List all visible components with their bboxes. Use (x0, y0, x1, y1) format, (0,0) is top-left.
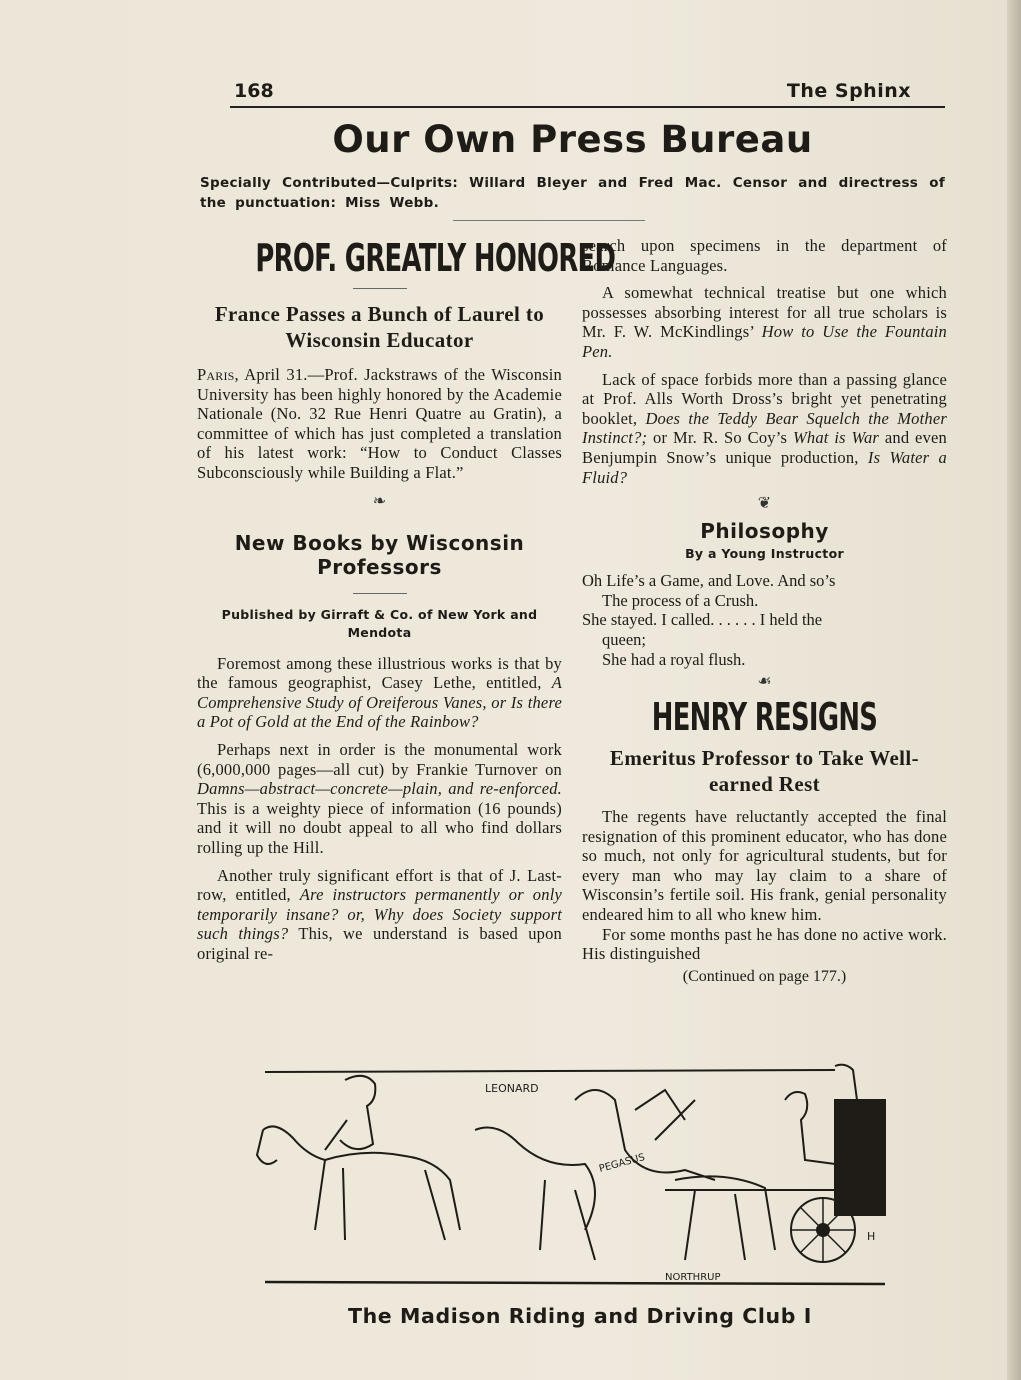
divider-rule (353, 593, 407, 594)
cartoon-label-leonard: LEONARD (485, 1082, 539, 1095)
article-body-henry-p2: For some months past he has done no active work. His distinguished (582, 924, 947, 964)
poem-line: She stayed. I called. . . . . . I held the (582, 610, 823, 630)
article-text: Foremost among these illustrious works is that by the famous geographist, Casey Lethe, entitled, (197, 653, 562, 693)
divider-rule (453, 220, 645, 221)
ornament-icon: ❦ (757, 495, 772, 513)
poem (582, 571, 947, 669)
article-body-books-cont-p2 (582, 283, 947, 361)
article-body-books-p3 (197, 866, 562, 964)
article-headline-henry: HENRY RESIGNS (651, 695, 878, 740)
book-title: How to Use the Fountain Pen. (582, 322, 947, 361)
article-text: Lack of space forbids more than a passing glance at Prof. Alls Worth Dross’s bright yet penetrating booklet, (582, 369, 947, 428)
book-title: A Comprehensive Study of Oreiferous Vanes, or Is there a Pot of Gold at the End of the Rainbow? (197, 673, 562, 732)
page-spine-shadow (1007, 0, 1021, 1380)
horse-left (257, 1126, 460, 1240)
article-headline-philosophy: Philosophy (700, 519, 829, 544)
divider-rule (353, 288, 407, 289)
right-column (582, 236, 947, 986)
article-headline-prof: PROF. GREATLY HONORED (255, 236, 616, 280)
horse-right (675, 1176, 775, 1260)
article-subhead-publisher: Published by Girraft & Co. of New York and Mendota (221, 606, 538, 640)
poem-line: Oh Life’s a Game, and Love. And so’s (582, 571, 836, 591)
article-body-prof (197, 365, 562, 483)
pegasus (575, 1090, 715, 1180)
cartoon-caption: The Madison Riding and Driving Club I (348, 1304, 812, 1328)
cartoon-illustration (245, 1060, 895, 1290)
cartoon-label-pegasus: PEGASUS (597, 1152, 647, 1175)
article-text: and even Benjumpin Snow’s unique production, (582, 428, 947, 467)
article-byline-philosophy: By a Young Instructor (685, 546, 844, 562)
book-title: What is War (792, 428, 880, 448)
driver (785, 1092, 835, 1164)
article-body-books-p1 (197, 654, 562, 732)
ornament-icon: ❧ (372, 492, 387, 510)
article-text: This, we understand is based upon original re- (197, 924, 563, 963)
cartoon-top-line (265, 1070, 835, 1072)
running-header (230, 78, 945, 108)
poem-line: queen; (602, 629, 646, 649)
ornament-icon: ☙ (757, 673, 772, 691)
article-text: April 31.—Prof. Jackstraws of the Wisconsin University has been highly honored by the Academie Nationale (No. 32 Rue Henri Quatre au Gratin), a committee of which has just completed a translation of his latest work: “How to Conduct Classes Subconsciously while Building a Flat.” (197, 365, 562, 482)
article-subhead-emeritus: Emeritus Professor to Take Well-earned Rest (609, 746, 920, 797)
article-body-henry-p1: The regents have reluctantly accepted the final resignation of this prominent educator, who has done so much, not only for agricultural students, but for every man who may lay claim to a share of Wisconsin’s fertile soil. His frank, genial personality endeared him to all who knew him. (582, 807, 947, 925)
page-number: 168 (234, 80, 274, 102)
book-title: Damns—abstract—concrete—plain, and re-enforced. (197, 779, 562, 799)
horse-middle (475, 1128, 595, 1260)
article-text: Another truly significant effort is that of J. Last-row, entitled, (197, 865, 562, 905)
cartoon-label-northrup: NORTHRUP (665, 1272, 721, 1283)
article-text: or Mr. R. So Coy’s (647, 428, 793, 448)
left-column (197, 236, 616, 963)
rider-left (325, 1076, 375, 1150)
cart-body (835, 1100, 885, 1215)
article-body-books-cont-p3 (582, 370, 947, 488)
credits-line: Specially Contributed—Culprits: Willard Bleyer and Fred Mac. Censor and directress of the punctuation: Miss Webb. (200, 175, 945, 211)
book-title: Are instructors permanently or only temporarily insane? or, Why does Society support such things? (197, 885, 563, 944)
cart-lamp (835, 1065, 857, 1100)
book-title: Does the Teddy Bear Squelch the Mother Instinct?; (582, 408, 948, 448)
continued-note: (Continued on page 177.) (682, 967, 847, 985)
cartoon-label-h: H (867, 1230, 876, 1243)
section-title: Our Own Press Bureau (332, 118, 813, 161)
article-body-books-p2 (197, 740, 562, 858)
dateline: Paris, (197, 365, 239, 384)
poem-line: The process of a Crush. (602, 590, 759, 610)
running-head-title: The Sphinx (786, 80, 911, 102)
poem-line: She had a royal flush. (602, 649, 746, 669)
article-subhead-france: France Passes a Bunch of Laurel to Wisconsin Educator (214, 302, 545, 352)
book-title: Is Water a Fluid? (582, 447, 947, 487)
article-text: Perhaps next in order is the monumental work (6,000,000 pages—all cut) by Frankie Turnover on (197, 739, 562, 779)
article-text: A somewhat technical treatise but one which possesses absorbing interest for all true scholars is Mr. F. W. McKindlings’ (582, 283, 947, 342)
article-text: This is a weighty piece of information (16 pounds) and it will no doubt appeal to all who find dollars rolling up the Hill. (197, 798, 562, 857)
article-body-books-cont-p1: search upon specimens in the department of Romance Languages. (582, 236, 947, 275)
cartoon-ground-line (265, 1282, 885, 1284)
article-headline-books: New Books by Wisconsin Professors (234, 530, 525, 579)
